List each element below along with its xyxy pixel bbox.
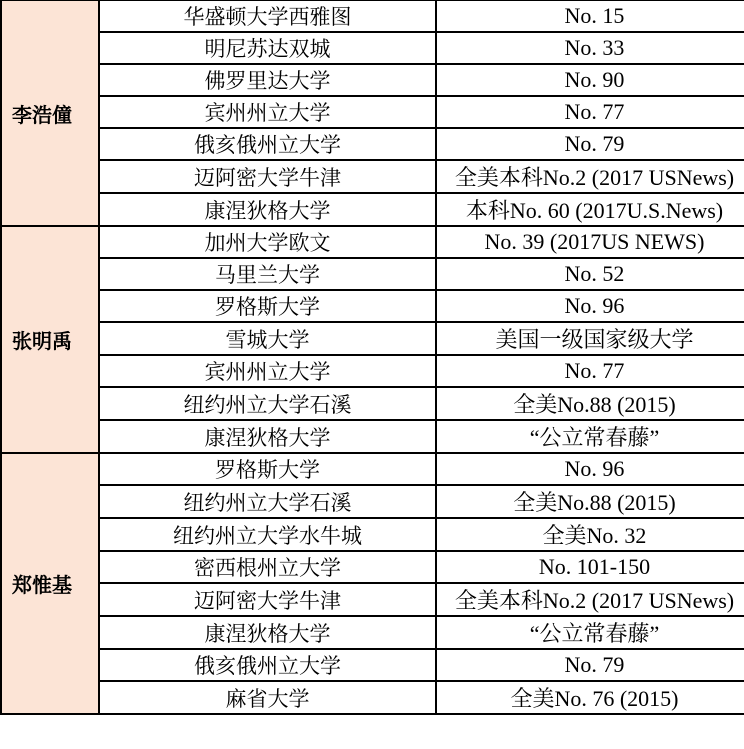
university-cell: 迈阿密大学牛津 — [99, 583, 436, 616]
university-cell: 佛罗里达大学 — [99, 64, 436, 96]
table-row — [1, 649, 744, 681]
university-cell: 明尼苏达双城 — [99, 32, 436, 64]
table-row — [1, 290, 744, 322]
ranking-cell: No. 15 — [436, 0, 744, 32]
ranking-cell: No. 39 (2017US NEWS) — [436, 226, 744, 258]
table-row — [1, 128, 744, 160]
ranking-cell: 美国一级国家级大学 — [436, 322, 744, 355]
ranking-cell: 全美No. 32 — [436, 518, 744, 551]
university-cell: 康涅狄格大学 — [99, 616, 436, 649]
university-cell: 麻省大学 — [99, 681, 436, 714]
table-row — [1, 616, 744, 649]
ranking-cell: 全美本科No.2 (2017 USNews) — [436, 160, 744, 193]
table-row — [1, 518, 744, 551]
ranking-cell: 本科No. 60 (2017U.S.News) — [436, 193, 744, 226]
university-cell: 华盛顿大学西雅图 — [99, 0, 436, 32]
ranking-cell: No. 79 — [436, 649, 744, 681]
table-row — [1, 681, 744, 714]
university-cell: 密西根州立大学 — [99, 551, 436, 583]
table-row — [1, 387, 744, 420]
table-row — [1, 193, 744, 226]
table-row — [1, 32, 744, 64]
university-cell: 迈阿密大学牛津 — [99, 160, 436, 193]
admissions-table-body — [1, 0, 744, 714]
university-cell: 康涅狄格大学 — [99, 193, 436, 226]
ranking-cell: “公立常春藤” — [436, 420, 744, 453]
table-row — [1, 485, 744, 518]
table-row — [1, 322, 744, 355]
ranking-cell: 全美No.88 (2015) — [436, 387, 744, 420]
university-cell: 俄亥俄州立大学 — [99, 649, 436, 681]
student-name-cell: 张明禹 — [1, 226, 99, 453]
ranking-cell: No. 52 — [436, 258, 744, 290]
university-cell: 纽约州立大学石溪 — [99, 485, 436, 518]
ranking-cell: 全美本科No.2 (2017 USNews) — [436, 583, 744, 616]
university-cell: 俄亥俄州立大学 — [99, 128, 436, 160]
ranking-cell: No. 77 — [436, 96, 744, 128]
university-cell: 马里兰大学 — [99, 258, 436, 290]
university-cell: 雪城大学 — [99, 322, 436, 355]
table-row — [1, 453, 744, 485]
ranking-cell: 全美No.88 (2015) — [436, 485, 744, 518]
table-row — [1, 420, 744, 453]
university-cell: 加州大学欧文 — [99, 226, 436, 258]
university-cell: 纽约州立大学石溪 — [99, 387, 436, 420]
ranking-cell: No. 90 — [436, 64, 744, 96]
university-cell: 宾州州立大学 — [99, 355, 436, 387]
table-row — [1, 258, 744, 290]
ranking-cell: No. 96 — [436, 453, 744, 485]
table-row — [1, 160, 744, 193]
table-row — [1, 355, 744, 387]
university-cell: 康涅狄格大学 — [99, 420, 436, 453]
table-row — [1, 64, 744, 96]
table-row — [1, 226, 744, 258]
ranking-cell: No. 101-150 — [436, 551, 744, 583]
university-cell: 罗格斯大学 — [99, 290, 436, 322]
ranking-cell: No. 79 — [436, 128, 744, 160]
ranking-cell: No. 96 — [436, 290, 744, 322]
university-cell: 罗格斯大学 — [99, 453, 436, 485]
ranking-cell: “公立常春藤” — [436, 616, 744, 649]
student-name-cell: 李浩僮 — [1, 0, 99, 226]
ranking-cell: No. 77 — [436, 355, 744, 387]
student-name-cell: 郑惟基 — [1, 453, 99, 714]
ranking-cell: 全美No. 76 (2015) — [436, 681, 744, 714]
university-cell: 宾州州立大学 — [99, 96, 436, 128]
table-row — [1, 96, 744, 128]
ranking-cell: No. 33 — [436, 32, 744, 64]
university-cell: 纽约州立大学水牛城 — [99, 518, 436, 551]
table-row — [1, 551, 744, 583]
table-row — [1, 583, 744, 616]
table-row — [1, 0, 744, 32]
